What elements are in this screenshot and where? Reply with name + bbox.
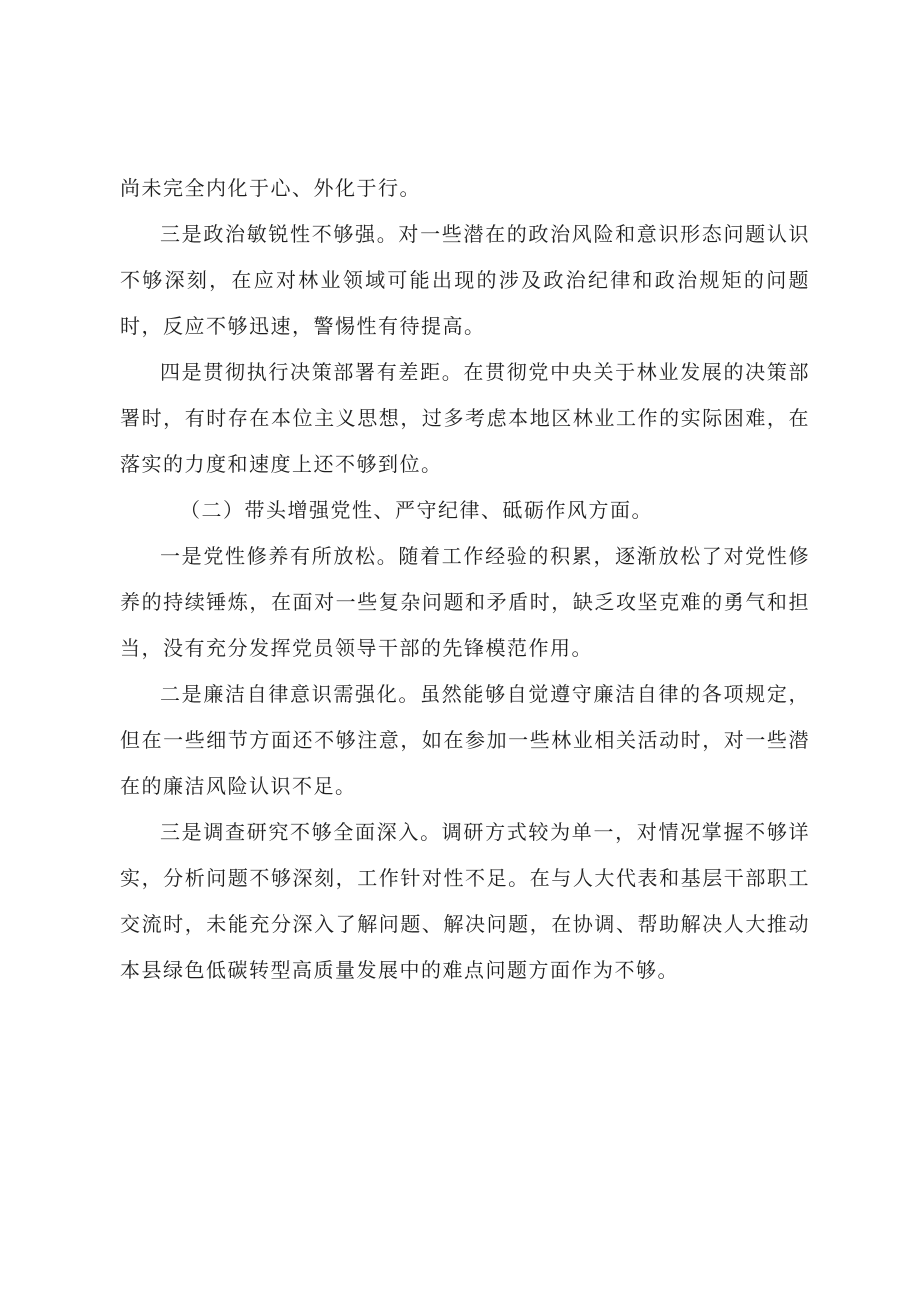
section-heading-two: （二）带头增强党性、严守纪律、砥砺作风方面。: [180, 498, 653, 522]
paragraph-continuation: 尚未完全内化于心、外化于行。: [120, 176, 421, 200]
paragraph-party-spirit: 一是党性修养有所放松。随着工作经验的积累，逐渐放松了对党性修养的持续锤炼，在面对一些复杂问题和矛盾时，缺乏攻坚克难的勇气和担当，没有充分发挥党员领导干部的先锋模范作用。: [120, 544, 810, 660]
document-body: [120, 165, 810, 993]
paragraph-integrity: 二是廉洁自律意识需强化。虽然能够自觉遵守廉洁自律的各项规定，但在一些细节方面还不够注意，如在参加一些林业相关活动时，对一些潜在的廉洁风险认识不足。: [120, 682, 810, 798]
paragraph-political-sensitivity: 三是政治敏锐性不够强。对一些潜在的政治风险和意识形态问题认识不够深刻，在应对林业领域可能出现的涉及政治纪律和政治规矩的问题时，反应不够迅速，警惕性有待提高。: [120, 222, 810, 338]
paragraph-policy-implementation: 四是贯彻执行决策部署有差距。在贯彻党中央关于林业发展的决策部署时，有时存在本位主义思想，过多考虑本地区林业工作的实际困难，在落实的力度和速度上还不够到位。: [120, 360, 810, 476]
paragraph-investigation: 三是调查研究不够全面深入。调研方式较为单一，对情况掌握不够详实，分析问题不够深刻，工作针对性不足。在与人大代表和基层干部职工交流时，未能充分深入了解问题、解决问题，在协调、帮助解决人大推动本县绿色低碳转型高质量发展中的难点问题方面作为不够。: [120, 820, 810, 982]
